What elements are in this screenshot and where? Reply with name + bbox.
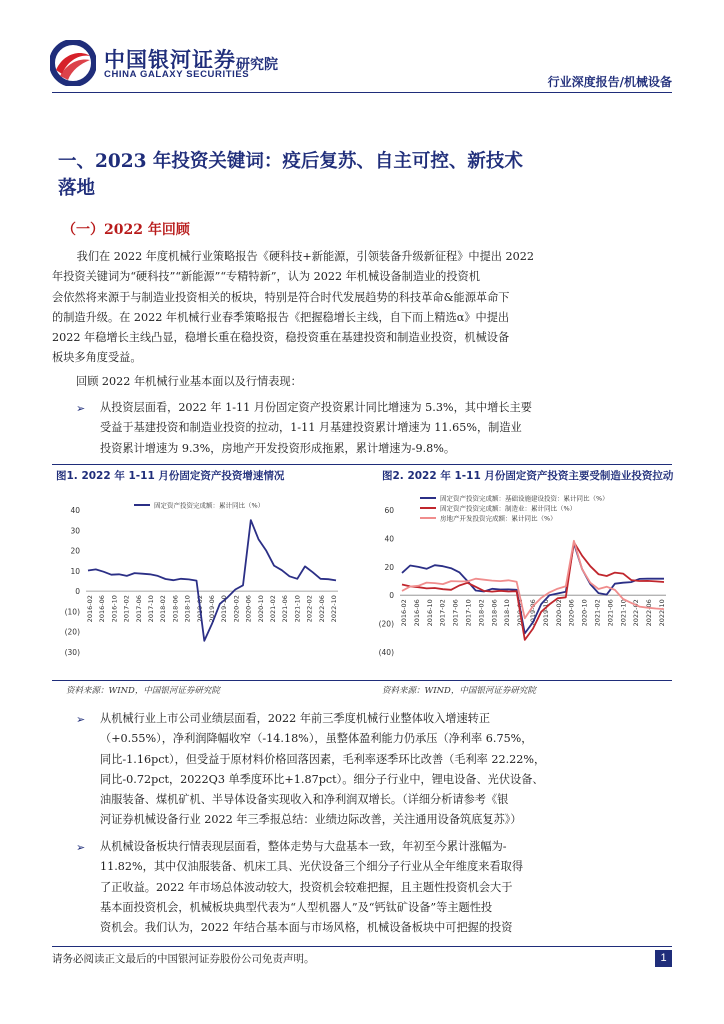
x-tick-label: 2022-06 [645, 599, 654, 627]
legend-label: 固定资产投资完成额：累计同比（%） [154, 501, 265, 510]
subsection-heading: （一）2022 年回顾 [62, 222, 190, 238]
x-tick-label: 2019-02 [516, 599, 525, 627]
x-tick-label: 2019-10 [220, 595, 229, 623]
galaxy-logo-icon [50, 40, 96, 86]
intro-line: 我们在 2022 年度机械行业策略报告《硬科技+新能源，引领装备升级新征程》中提出 2022 [76, 250, 534, 263]
x-tick-label: 2021-06 [606, 599, 615, 627]
x-tick-label: 2021-06 [281, 595, 290, 623]
header-divider [52, 92, 672, 93]
x-tick-label: 2020-06 [567, 599, 576, 627]
section-heading-line1: 一、2023 年投资关键词：疫后复苏、自主可控、新技术 [58, 151, 523, 172]
bullet-earnings [100, 709, 672, 831]
intro-paragraph [52, 247, 672, 369]
y-tick-label: (20) [64, 627, 80, 637]
y-tick-label: (30) [64, 648, 80, 657]
intro-line: 板块多角度受益。 [52, 351, 142, 365]
bullet-market [100, 837, 672, 938]
bullet-line: 河证券机械设备行业 2022 年三季报总结：业绩边际改善，关注通用设备筑底复苏》） [100, 813, 522, 827]
x-tick-label: 2022-10 [330, 595, 338, 623]
section-heading [58, 148, 658, 202]
y-tick-label: 20 [384, 562, 394, 572]
x-tick-label: 2017-10 [464, 599, 473, 627]
x-tick-label: 2020-06 [244, 595, 253, 623]
x-tick-label: 2021-02 [269, 595, 277, 623]
bullet-investment [100, 398, 672, 459]
institute-name: 研究院 [236, 57, 278, 73]
x-tick-label: 2019-06 [208, 595, 216, 623]
y-tick-label: (20) [378, 619, 394, 629]
bullet-line: 基本面投资机会，机械板块典型代表为“人型机器人”及“钙钛矿设备”等主题性投 [100, 900, 493, 914]
figure2-source: 资料来源：WIND，中国银河证券研究院 [382, 686, 536, 696]
x-tick-label: 2016-06 [98, 595, 107, 623]
x-tick-label: 2016-02 [86, 595, 94, 623]
figure2-title: 图2. 2022 年 1-11 月份固定资产投资主要受制造业投资拉动 [382, 470, 674, 482]
x-tick-label: 2018-06 [171, 595, 180, 623]
x-tick-label: 2019-02 [195, 595, 204, 623]
x-tick-label: 2022-10 [658, 599, 666, 627]
bullet-line: 从机械设备板块行情表现层面看，整体走势与大盘基本一致，年初至今累计涨幅为- [100, 840, 507, 853]
x-tick-label: 2020-10 [256, 595, 265, 623]
y-tick-label: (10) [64, 607, 80, 617]
bullet-line: 同比-0.72pct，2022Q3 单季度环比+1.87pct）。细分子行业中，锂电设备、光伏设备、 [100, 772, 544, 786]
x-tick-label: 2020-10 [580, 599, 589, 627]
x-tick-label: 2022-02 [305, 595, 314, 623]
x-tick-label: 2018-06 [490, 599, 499, 627]
company-name-en: CHINA GALAXY SECURITIES [104, 69, 250, 80]
figure1-source: 资料来源：WIND，中国银河证券研究院 [66, 686, 220, 696]
x-tick-label: 2019-06 [529, 599, 537, 627]
bullet-line: 投资累计增速为 9.3%，房地产开发投资形成拖累，累计增速为-9.8%。 [100, 441, 456, 455]
company-name-cn: 中国银河证券 [104, 48, 236, 72]
bullet-line: 了正收益。2022 年市场总体波动较大，投资机会较难把握，且主题性投资机会大于 [100, 880, 513, 894]
x-tick-label: 2022-06 [317, 595, 326, 623]
infra-manufacturing-realestate-chart [370, 490, 672, 670]
y-tick-label: 60 [384, 506, 394, 515]
bullet-arrow-icon: ➢ [76, 841, 86, 854]
x-tick-label: 2021-10 [619, 599, 628, 627]
bullet-line: 同比-1.16pct），但受益于原材料价格回落因素，毛利率逐季环比改善（毛利率 22.22%， [100, 752, 546, 766]
bullet-line: 受益于基建投资和制造业投资的拉动，1-11 月基建投资累计增速为 11.65%，制造业 [100, 421, 522, 435]
x-tick-label: 2022-02 [632, 599, 641, 627]
y-tick-label: 40 [70, 506, 80, 515]
bullet-arrow-icon: ➢ [76, 713, 86, 726]
figure-bottom-divider [52, 680, 672, 681]
footer-divider [52, 946, 672, 947]
x-tick-label: 2016-02 [400, 599, 408, 627]
x-tick-label: 2018-10 [183, 595, 192, 623]
x-tick-label: 2017-06 [134, 595, 143, 623]
x-tick-label: 2016-06 [412, 599, 421, 627]
x-tick-label: 2018-10 [503, 599, 512, 627]
legend-label: 固定资产投资完成额：基础设施建设投资：累计同比（%） [440, 494, 609, 503]
intro-line: 年投资关键词为“硬科技”“新能源”“专精特新”，认为 2022 年机械设备制造业的投资机 [52, 270, 480, 284]
figure-top-divider [52, 464, 672, 465]
review-line: 回顾 2022 年机械行业基本面以及行情表现： [76, 375, 302, 388]
x-tick-label: 2020-02 [232, 595, 241, 623]
y-tick-label: 40 [384, 534, 394, 544]
page-number: 1 [655, 950, 672, 967]
y-tick-label: 30 [70, 526, 80, 536]
x-tick-label: 2017-10 [147, 595, 155, 623]
y-tick-label: 0 [389, 591, 394, 601]
x-tick-label: 2017-02 [438, 599, 447, 627]
report-category: 行业深度报告/机械设备 [547, 75, 672, 89]
x-tick-label: 2020-02 [554, 599, 563, 627]
x-tick-label: 2021-02 [593, 599, 602, 627]
x-tick-label: 2017-06 [451, 599, 460, 627]
bullet-line: 资机会。我们认为，2022 年结合基本面与市场风格，机械设备板块中可把握的投资 [100, 921, 513, 935]
bullet-line: （+0.55%），净利润降幅收窄（-14.18%），虽整体盈利能力仍承压（净利率 6.75%， [100, 732, 533, 746]
x-tick-label: 2016-10 [425, 599, 434, 627]
footer-disclaimer: 请务必阅读正文最后的中国银河证券股份公司免责声明。 [52, 953, 315, 965]
y-tick-label: 10 [70, 566, 80, 576]
bullet-line: 11.82%，其中仅油服装备、机床工具、光伏设备三个细分子行业从全年维度来看取得 [100, 860, 524, 874]
bullet-arrow-icon: ➢ [76, 402, 86, 415]
x-tick-label: 2019-10 [541, 599, 550, 627]
figure1-title: 图1. 2022 年 1-11 月份固定资产投资增速情况 [56, 470, 285, 482]
y-tick-label: (40) [378, 648, 394, 657]
bullet-line: 从投资层面看，2022 年 1-11 月份固定资产投资累计同比增速为 5.3%，其中增长主要 [100, 401, 532, 414]
intro-line: 2022 年稳增长主线凸显，稳增长重在稳投资，稳投资重在基建投资和制造业投资，机械设备 [52, 331, 510, 345]
legend-label: 房地产开发投资完成额：累计同比（%） [440, 514, 557, 523]
legend-label: 固定资产投资完成额：制造业：累计同比（%） [440, 504, 577, 513]
y-tick-label: 0 [75, 587, 80, 597]
fixed-asset-investment-chart [56, 490, 342, 670]
intro-line: 会依然将来源于与制造业投资相关的板块，特别是符合时代发展趋势的科技革命&能源革命下 [52, 290, 510, 304]
x-tick-label: 2016-10 [110, 595, 119, 623]
x-tick-label: 2018-02 [477, 599, 486, 627]
x-tick-label: 2021-10 [293, 595, 302, 623]
section-heading-line2: 落地 [58, 178, 96, 199]
y-tick-label: 20 [70, 546, 80, 556]
x-tick-label: 2017-02 [122, 595, 131, 623]
bullet-line: 从机械行业上市公司业绩层面看，2022 年前三季度机械行业整体收入增速转正 [100, 712, 491, 725]
x-tick-label: 2018-02 [159, 595, 168, 623]
intro-line: 的制造升级。在 2022 年机械行业春季策略报告《把握稳增长主线，自下而上精选α》中提出 [52, 310, 510, 324]
bullet-line: 油服装备、煤机矿机、半导体设备实现收入和净利润双增长。（详细分析请参考《银 [100, 793, 509, 807]
